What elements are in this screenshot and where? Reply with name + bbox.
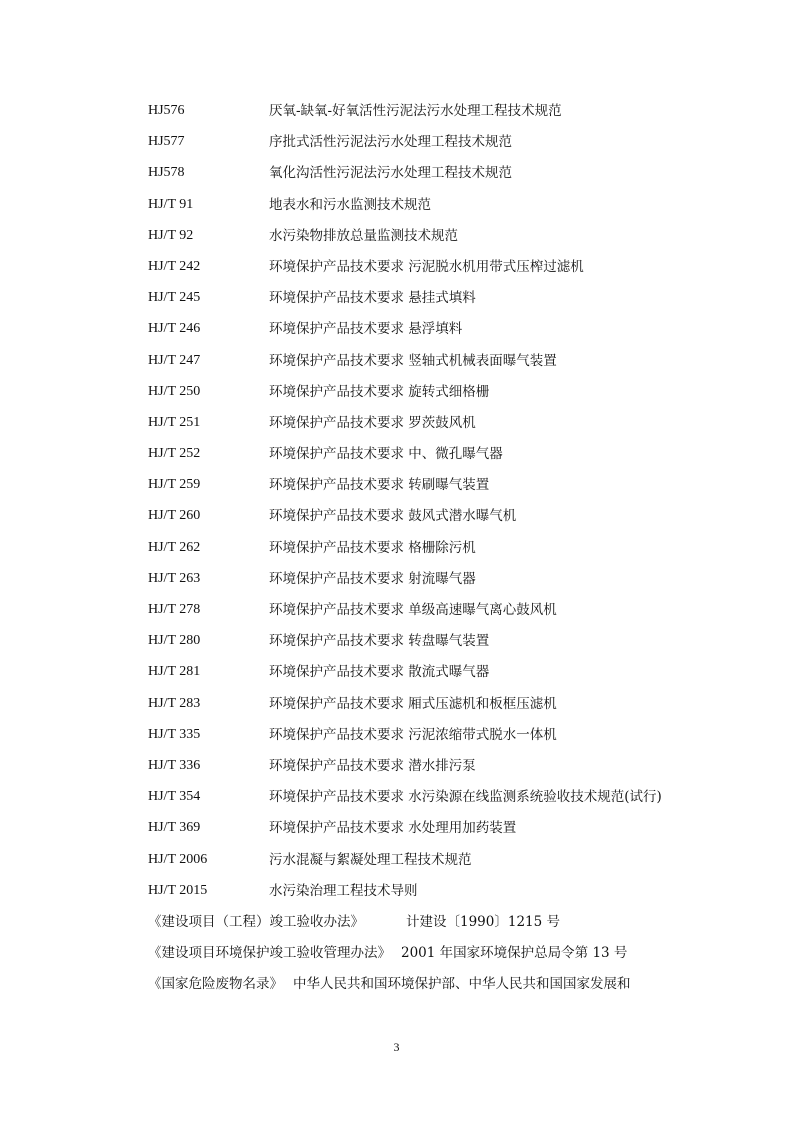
standard-row	[148, 225, 668, 256]
standard-row	[148, 474, 668, 505]
regulation-reference: 计建设〔1990〕1215 号	[406, 914, 561, 930]
standard-row	[148, 505, 668, 536]
standard-title: 环境保护产品技术要求 悬浮填料	[269, 321, 463, 338]
standard-row	[148, 786, 668, 817]
standard-code: HJ/T 335	[148, 726, 201, 742]
standard-code: HJ/T 2015	[148, 882, 208, 898]
standard-code: HJ/T 281	[148, 664, 201, 680]
standard-title: 氧化沟活性污泥法污水处理工程技术规范	[269, 165, 512, 182]
standard-row	[148, 817, 668, 848]
standard-row	[148, 318, 668, 349]
standard-row	[148, 287, 668, 318]
regulation-name: 《建设项目（工程）竣工验收办法》	[148, 914, 364, 930]
standard-code: HJ/T 252	[148, 446, 201, 462]
standard-row	[148, 880, 668, 911]
regulation-row	[148, 911, 668, 942]
standard-code: HJ/T 278	[148, 602, 201, 617]
standard-row	[148, 724, 668, 755]
standard-row	[148, 381, 668, 412]
standard-title: 厌氧-缺氧-好氧活性污泥法污水处理工程技术规范	[269, 103, 562, 119]
standard-row	[148, 131, 668, 162]
standard-title: 环境保护产品技术要求 厢式压滤机和板框压滤机	[269, 695, 557, 712]
regulation-row	[148, 942, 668, 973]
regulation-row	[148, 973, 668, 1004]
standard-row	[148, 599, 668, 630]
standard-row	[148, 537, 668, 568]
standard-title: 序批式活性污泥法污水处理工程技术规范	[269, 134, 512, 151]
standard-title: 水污染物排放总量监测技术规范	[269, 227, 458, 244]
standard-title: 环境保护产品技术要求 鼓风式潜水曝气机	[269, 508, 517, 525]
standard-code: HJ/T 262	[148, 539, 201, 555]
regulations-list	[148, 911, 668, 1005]
standard-code: HJ/T 91	[148, 196, 194, 212]
standard-row	[148, 162, 668, 193]
standard-title: 环境保护产品技术要求 单级高速曝气离心鼓风机	[269, 602, 557, 618]
standard-code: HJ/T 245	[148, 290, 201, 306]
standard-code: HJ/T 354	[148, 789, 201, 805]
standard-row	[148, 849, 668, 880]
standard-code: HJ/T 247	[148, 352, 201, 368]
standard-title: 环境保护产品技术要求 旋转式细格栅	[269, 383, 490, 400]
standard-title: 环境保护产品技术要求 污泥浓缩带式脱水一体机	[269, 726, 557, 743]
standard-row	[148, 100, 668, 131]
standard-title: 环境保护产品技术要求 水污染源在线监测系统验收技术规范(试行)	[269, 789, 662, 806]
standard-row	[148, 350, 668, 381]
standard-title: 环境保护产品技术要求 射流曝气器	[269, 570, 476, 587]
standard-code: HJ/T 260	[148, 508, 201, 524]
standard-code: HJ/T 280	[148, 633, 201, 649]
standard-title: 环境保护产品技术要求 中、微孔曝气器	[269, 446, 503, 463]
standard-title: 环境保护产品技术要求 格栅除污机	[269, 539, 476, 556]
standard-title: 地表水和污水监测技术规范	[269, 196, 431, 213]
standard-code: HJ/T 242	[148, 258, 201, 274]
standard-code: HJ/T 263	[148, 570, 201, 586]
standard-title: 环境保护产品技术要求 潜水排污泵	[269, 757, 476, 774]
standard-row	[148, 755, 668, 786]
standard-row	[148, 412, 668, 443]
standard-row	[148, 661, 668, 692]
standard-title: 环境保护产品技术要求 竖轴式机械表面曝气装置	[269, 352, 557, 369]
standard-title: 环境保护产品技术要求 罗茨鼓风机	[269, 414, 476, 431]
standard-title: 环境保护产品技术要求 转盘曝气装置	[269, 633, 490, 650]
standard-row	[148, 693, 668, 724]
standard-code: HJ/T 283	[148, 695, 201, 711]
standard-code: HJ578	[148, 165, 185, 181]
standard-code: HJ/T 2006	[148, 851, 208, 867]
standard-row	[148, 630, 668, 661]
regulation-reference: 中华人民共和国环境保护部、中华人民共和国国家发展和	[293, 976, 631, 993]
standard-title: 环境保护产品技术要求 水处理用加药装置	[269, 820, 517, 837]
standard-code: HJ/T 92	[148, 227, 194, 243]
standard-title: 环境保护产品技术要求 散流式曝气器	[269, 664, 490, 681]
standard-code: HJ576	[148, 103, 185, 118]
standard-row	[148, 194, 668, 225]
standard-code: HJ/T 336	[148, 757, 201, 773]
standards-list	[148, 100, 668, 911]
standard-title: 环境保护产品技术要求 转刷曝气装置	[269, 477, 490, 494]
standard-code: HJ/T 251	[148, 414, 201, 430]
standard-code: HJ/T 246	[148, 321, 201, 337]
standard-title: 环境保护产品技术要求 污泥脱水机用带式压榨过滤机	[269, 258, 584, 275]
standard-row	[148, 256, 668, 287]
standard-row	[148, 568, 668, 599]
regulation-name: 《国家危险废物名录》	[148, 976, 283, 993]
standard-code: HJ577	[148, 134, 185, 150]
standard-title: 污水混凝与絮凝处理工程技术规范	[269, 851, 472, 868]
standard-title: 环境保护产品技术要求 悬挂式填料	[269, 290, 476, 307]
regulation-reference: 2001 年国家环境保护总局令第 13 号	[401, 945, 628, 962]
standard-code: HJ/T 250	[148, 383, 201, 399]
standard-row	[148, 443, 668, 474]
page-number: 3	[393, 1040, 400, 1054]
regulation-name: 《建设项目环境保护竣工验收管理办法》	[148, 945, 391, 962]
standard-code: HJ/T 259	[148, 477, 201, 493]
standard-code: HJ/T 369	[148, 820, 201, 836]
standard-title: 水污染治理工程技术导则	[269, 882, 418, 899]
